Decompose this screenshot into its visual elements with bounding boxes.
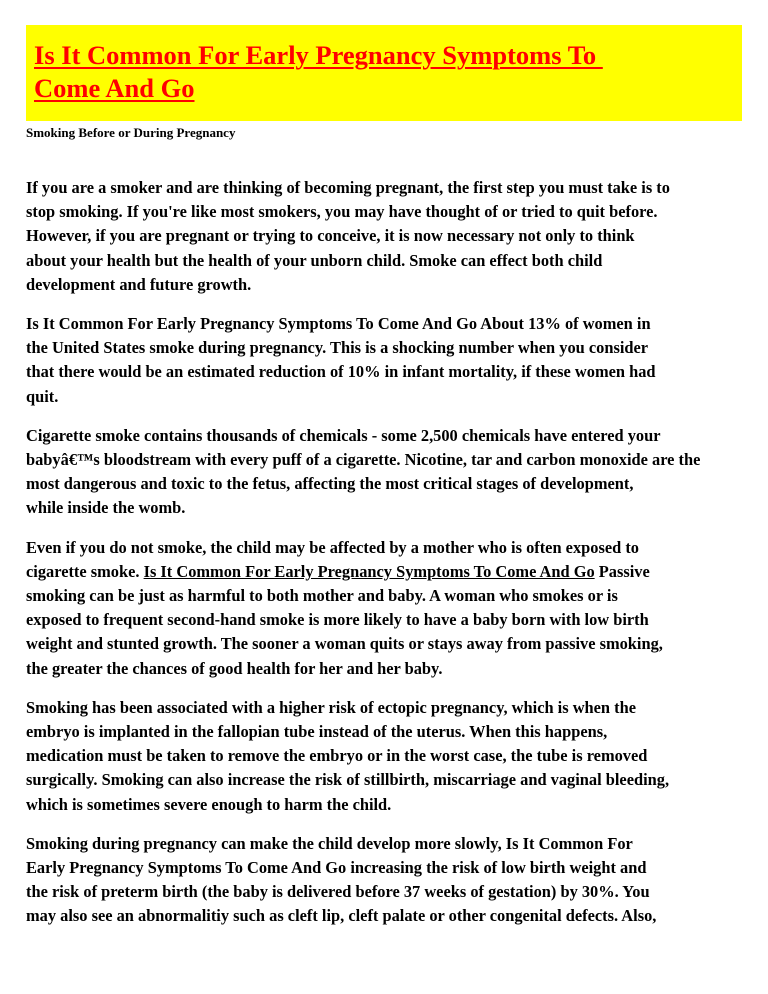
- page-title-line-2: Come And Go: [34, 73, 195, 103]
- text-line: However, if you are pregnant or trying to conceive, it is now necessary not only to think: [26, 226, 635, 246]
- text-line: Even if you do not smoke, the child may be affected by a mother who is often exposed to: [26, 537, 639, 557]
- paragraph-1: [26, 176, 768, 297]
- text-line: which is sometimes severe enough to harm the child.: [26, 794, 392, 814]
- text-line: smoking can be just as harmful to both mother and baby. A woman who smokes or is: [26, 586, 618, 606]
- text-line: babyâ€™s bloodstream with every puff of a cigarette. Nicotine, tar and carbon monoxide are the: [26, 450, 701, 470]
- text-line: medication must be taken to remove the embryo or in the worst case, the tube is removed: [26, 746, 648, 766]
- article-body: [26, 176, 768, 944]
- text-line: about your health but the health of your unborn child. Smoke can effect both child: [26, 250, 603, 270]
- text-line: embryo is implanted in the fallopian tube instead of the uterus. When this happens,: [26, 722, 608, 742]
- text-line: Smoking has been associated with a higher risk of ectopic pregnancy, which is when the: [26, 697, 636, 717]
- text-segment: cigarette smoke.: [26, 561, 144, 581]
- text-line: quit.: [26, 386, 59, 406]
- text-line: that there would be an estimated reduction of 10% in infant mortality, if these women had: [26, 362, 656, 382]
- page-title-line-1: Is It Common For Early Pregnancy Symptoms To: [34, 40, 603, 70]
- text-line: Is It Common For Early Pregnancy Symptoms To Come And Go About 13% of women in: [26, 314, 651, 334]
- text-line: stop smoking. If you're like most smokers, you may have thought of or tried to quit before.: [26, 202, 658, 222]
- text-segment: Passive: [594, 561, 650, 581]
- paragraph-4: [26, 536, 768, 681]
- text-line: the greater the chances of good health for her and her baby.: [26, 658, 443, 678]
- text-line: the United States smoke during pregnancy. This is a shocking number when you consider: [26, 338, 649, 358]
- text-line: the risk of preterm birth (the baby is delivered before 37 weeks of gestation) by 30%. You: [26, 882, 650, 902]
- article-title-link[interactable]: Is It Common For Early Pregnancy Symptoms To Come And Go: [143, 561, 595, 581]
- text-line: Smoking during pregnancy can make the child develop more slowly, Is It Common For: [26, 833, 633, 853]
- text-line: Cigarette smoke contains thousands of chemicals - some 2,500 chemicals have entered your: [26, 425, 661, 445]
- text-line: most dangerous and toxic to the fetus, affecting the most critical stages of development,: [26, 474, 634, 494]
- paragraph-2: [26, 312, 768, 409]
- text-line: weight and stunted growth. The sooner a woman quits or stays away from passive smoking,: [26, 634, 663, 654]
- text-line: exposed to frequent second-hand smoke is more likely to have a baby born with low birth: [26, 610, 649, 630]
- text-line: while inside the womb.: [26, 498, 186, 518]
- paragraph-3: [26, 424, 768, 521]
- text-line-with-link: [26, 560, 768, 584]
- paragraph-5: [26, 696, 768, 817]
- text-line: surgically. Smoking can also increase the risk of stillbirth, miscarriage and vaginal bleeding,: [26, 770, 670, 790]
- text-line: development and future growth.: [26, 274, 252, 294]
- text-line: If you are a smoker and are thinking of becoming pregnant, the first step you must take is to: [26, 178, 670, 197]
- section-subtitle: Smoking Before or During Pregnancy: [26, 125, 236, 140]
- title-banner: [26, 25, 742, 121]
- text-line: Early Pregnancy Symptoms To Come And Go increasing the risk of low birth weight and: [26, 858, 647, 878]
- paragraph-6: [26, 832, 768, 929]
- text-line: may also see an abnormalitiy such as cleft lip, cleft palate or other congenital defects. Also,: [26, 906, 657, 926]
